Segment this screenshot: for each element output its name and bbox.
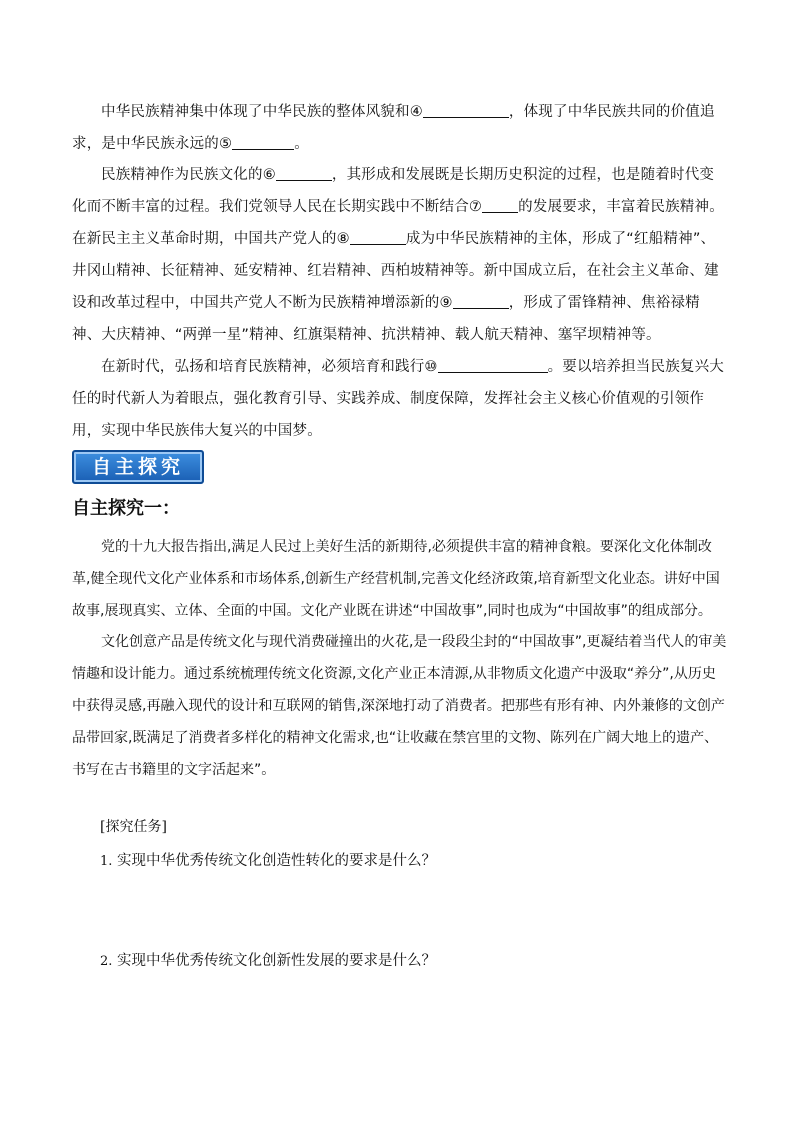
paragraph-cultural-creative-products: 文化创意产品是传统文化与现代消费碰撞出的火花,是一段段尘封的“中国故事”,更凝结着当代人的审美情趣和设计能力。通过系统梳理传统文化资源,文化产业正本清源,从非物质文化遗产中汲取“养分”,从历史中获得灵感,再融入现代的设计和互联网的销售,深深地打动了消费者。把那些有形有神、内外兼修的文创产品带回家,既满足了消费者多样化的精神文化需求,也“让收藏在禁宫里的文物、陈列在广阔大地上的遗产、书写在古书籍里的文字活起来”。 xyxy=(72,634,727,778)
text: 在新时代，弘扬和培育民族精神，必须培育和践行⑩ xyxy=(101,359,438,375)
fill-blank-5[interactable] xyxy=(232,131,294,150)
text: ，形成了雷锋精神、焦裕禄精神、大庆精神、“两弹一星”精神、红旗渠精神、抗洪精神、载人航天精神、塞罕坝精神等。 xyxy=(72,295,700,343)
question-number: 2. xyxy=(100,954,113,969)
question-text: 实现中华优秀传统文化创造性转化的要求是什么？ xyxy=(117,853,437,869)
fill-blank-4[interactable] xyxy=(423,99,509,118)
paragraph-cultural-industry: 党的十九大报告指出,满足人民过上美好生活的新期待,必须提供丰富的精神食粮。要深化文化体制改革,健全现代文化产业体系和市场体系,创新生产经营机制,完善文化经济政策,培育新型文化业态。讲好中国故事,展现真实、立体、全面的中国。文化产业既在讲述“中国故事”,同时也成为“中国故事”的组成部分。 xyxy=(72,539,720,619)
task-label: [探究任务] xyxy=(100,819,167,835)
paragraph-new-era xyxy=(72,351,728,447)
section-tag-self-inquiry: 自主探究 xyxy=(72,450,204,484)
text: ，其形成和发展既是长期历史积淀的过程，也是随着时代变化而不断丰富的过程。我们党领导人民在长期实践中不断结合⑦ xyxy=(72,167,715,215)
fill-blank-8[interactable] xyxy=(350,226,406,245)
fill-blank-10[interactable] xyxy=(438,354,548,373)
question-1 xyxy=(100,849,436,870)
question-number: 1. xyxy=(100,854,113,869)
fill-blank-9[interactable] xyxy=(453,290,509,309)
text: 的发展要求，丰富着民族精神。在新民主主义革命时期，中国共产党人的⑧ xyxy=(72,199,724,247)
subheading-inquiry-one: 自主探究一： xyxy=(72,498,180,519)
text: 。要以培养担当民族复兴大任的时代新人为着眼点，强化教育引导、实践养成、制度保障，发挥社会主义核心价值观的引领作用，实现中华民族伟大复兴的中国梦。 xyxy=(72,359,725,439)
text: 。 xyxy=(294,136,309,152)
text: ，体现了中华民族共同的价值追求，是中华民族永远的⑤ xyxy=(72,104,715,152)
text: 成为中华民族精神的主体，形成了“红船精神”、井冈山精神、长征精神、延安精神、红岩精神、西柏坡精神等。新中国成立后，在社会主义革命、建设和改革过程中，中国共产党人不断为民族精神增添新的⑨ xyxy=(72,231,719,311)
fill-blank-6[interactable] xyxy=(276,162,332,181)
paragraph-national-spirit-intro xyxy=(72,96,728,160)
question-text: 实现中华优秀传统文化创新性发展的要求是什么？ xyxy=(117,953,437,969)
text: 民族精神作为民族文化的⑥ xyxy=(101,167,276,183)
text: 中华民族精神集中体现了中华民族的整体风貌和④ xyxy=(101,104,423,120)
question-2 xyxy=(100,949,436,970)
paragraph-national-spirit-development xyxy=(72,159,728,351)
fill-blank-7[interactable] xyxy=(482,194,518,213)
